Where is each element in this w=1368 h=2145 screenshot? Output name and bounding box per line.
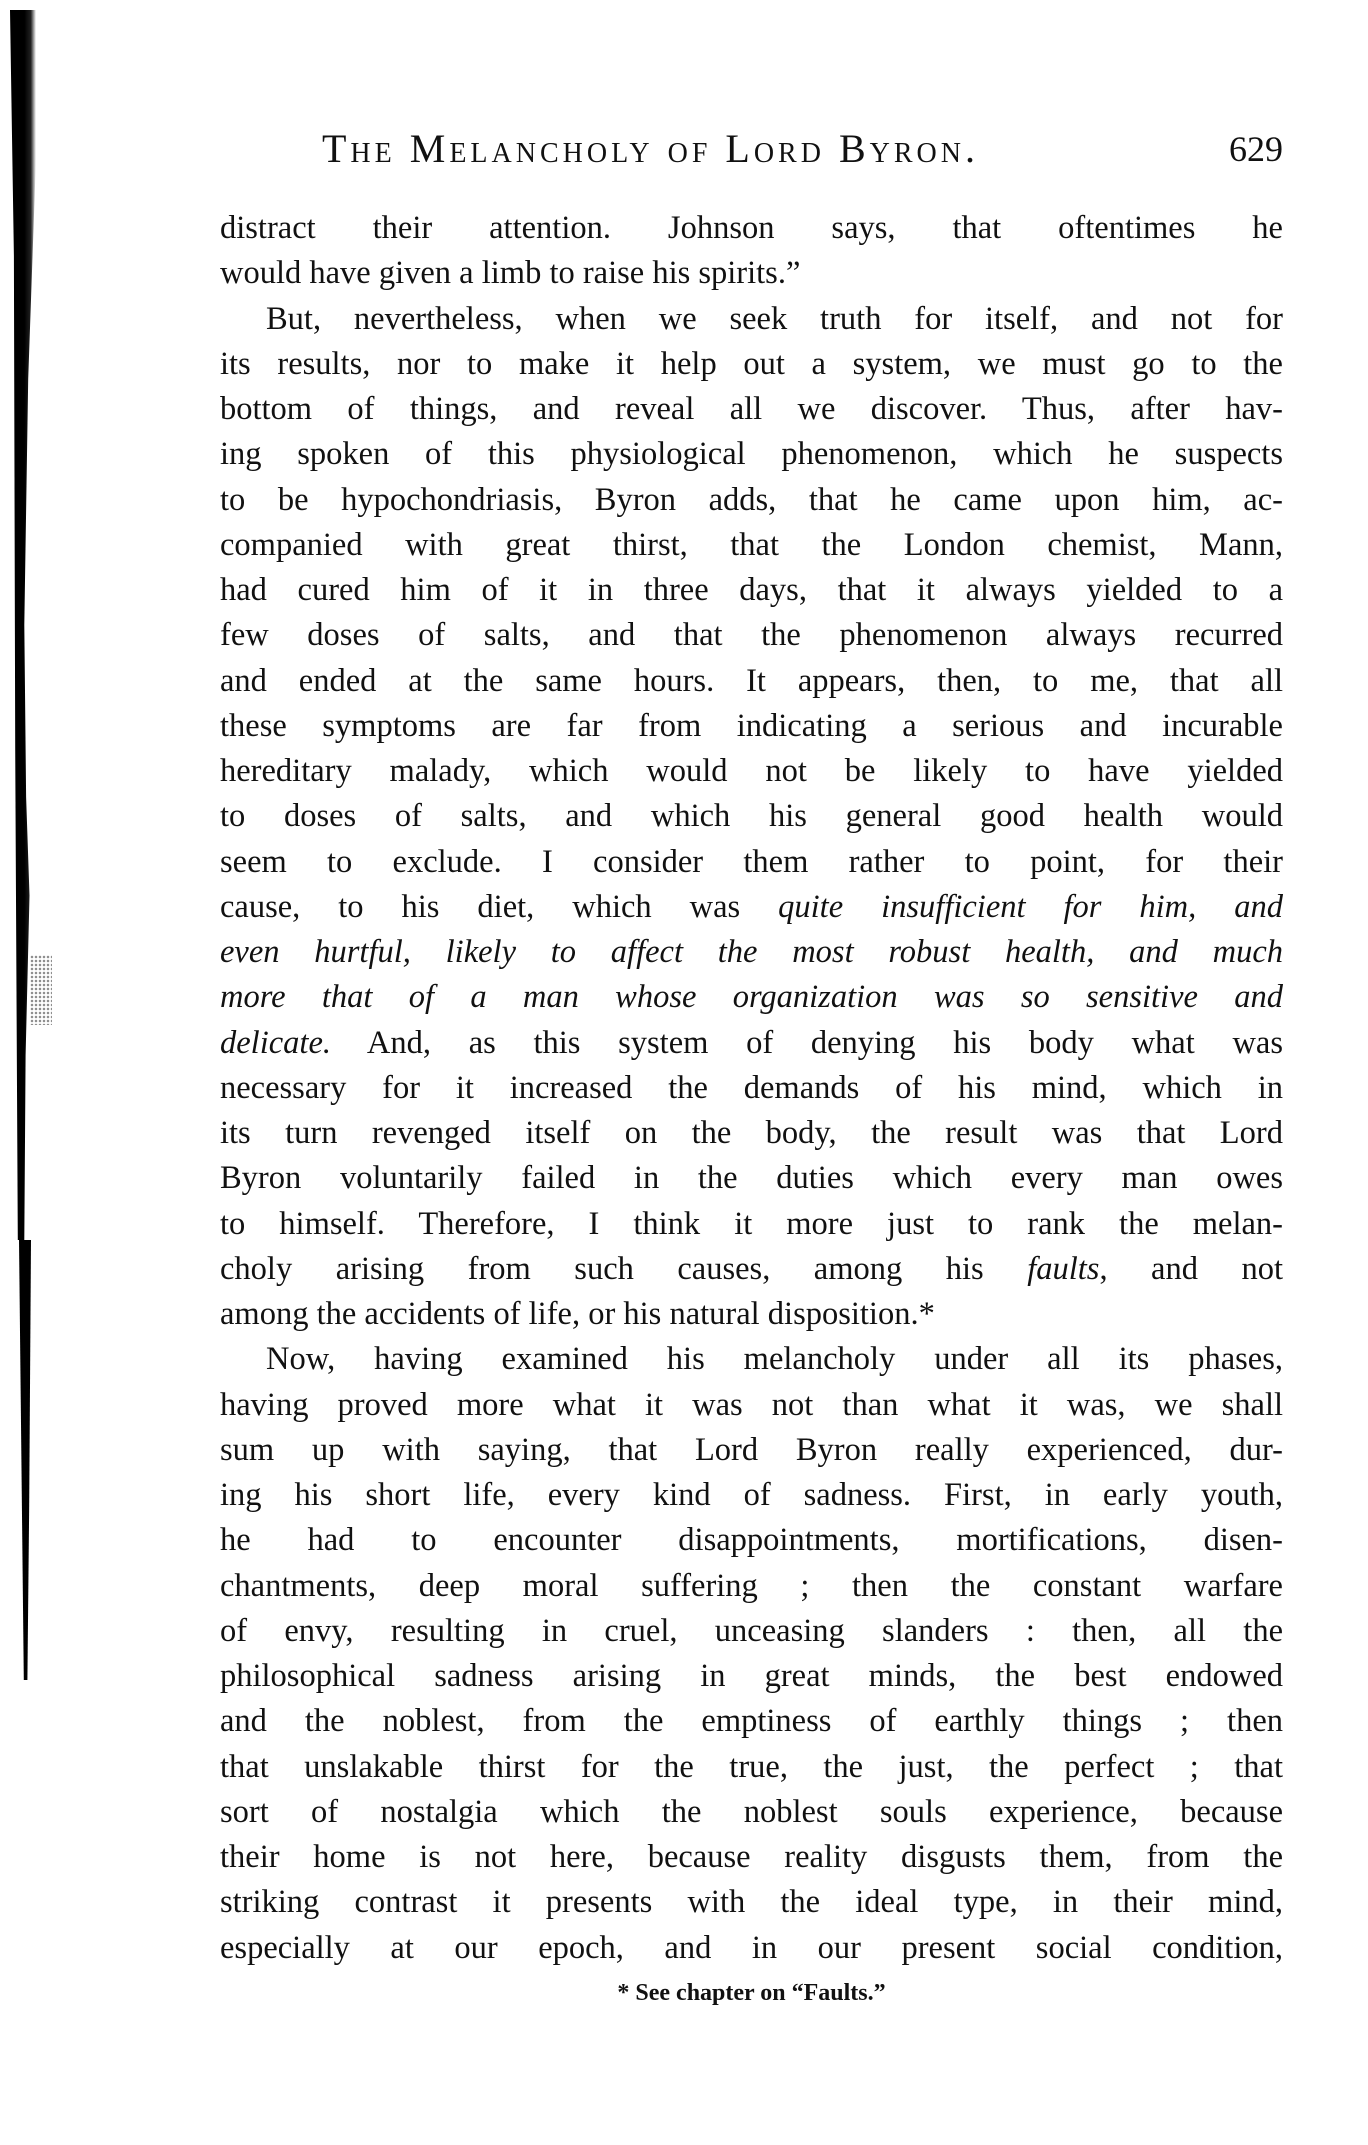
text-line: But, nevertheless, when we seek truth for itself, and not for <box>266 300 1283 337</box>
page-binding-shadow <box>10 10 36 1240</box>
text-line: philosophical sadness arising in great minds, the best endowed <box>220 1658 1283 1694</box>
text-line: seem to exclude. I consider them rather to point, for their <box>220 843 1283 880</box>
roman-text: cause, to his diet, which was <box>220 888 779 925</box>
text-line: Byron voluntarily failed in the duties which every man owes <box>220 1160 1283 1197</box>
italic-emphasis: faults <box>1027 1250 1100 1287</box>
text-line: of envy, resulting in cruel, unceasing slanders : then, all the <box>220 1612 1283 1649</box>
text-line: and the noblest, from the emptiness of earthly things ; then <box>220 1703 1283 1740</box>
text-line: sort of nostalgia which the noblest souls experience, because <box>220 1793 1283 1830</box>
paragraph-3 <box>220 1337 1283 1971</box>
text-line: having proved more what it was not than what it was, we shall <box>220 1386 1283 1423</box>
text-line: distract their attention. Johnson says, that oftentimes he <box>220 210 1283 246</box>
roman-text: , and not <box>1099 1250 1283 1287</box>
footnote: * See chapter on “Faults.” <box>617 1980 886 2006</box>
italic-emphasis: even hurtful, likely to affect the most robust health, and much <box>220 934 1283 970</box>
text-line: had cured him of it in three days, that it always yielded to a <box>220 572 1283 608</box>
text-line: and ended at the same hours. It appears, then, to me, that all <box>220 662 1283 699</box>
text-line: that unslakable thirst for the true, the just, the perfect ; that <box>220 1748 1283 1785</box>
page-binding-shadow-lower <box>19 1240 31 1680</box>
text-line: bottom of things, and reveal all we discover. Thus, after hav- <box>220 391 1283 427</box>
text-line: especially at our epoch, and in our present social condition, <box>220 1929 1283 1966</box>
running-head <box>322 124 1283 174</box>
text-line <box>220 930 1283 975</box>
text-line: among the accidents of life, or his natural disposition.* <box>220 1296 935 1332</box>
text-line <box>220 885 1283 930</box>
text-line: their home is not here, because reality disgusts them, from the <box>220 1839 1283 1875</box>
text-line <box>220 1247 1283 1292</box>
italic-emphasis: more that of a man whose organization was so sensitive and <box>220 979 1283 1016</box>
text-line: its turn revenged itself on the body, the result was that Lord <box>220 1115 1283 1151</box>
paragraph-2 <box>220 297 1283 1338</box>
scan-speckle <box>30 955 52 1025</box>
text-line: ing his short life, every kind of sadness. First, in early youth, <box>220 1477 1283 1513</box>
italic-emphasis: quite insufficient for him, and <box>778 888 1283 925</box>
text-line: these symptoms are far from indicating a serious and incurable <box>220 707 1283 744</box>
roman-text: And, as this system of denying his body what was <box>331 1024 1283 1061</box>
page-number: 629 <box>1229 129 1283 169</box>
paragraph-1 <box>220 206 1283 297</box>
body-text <box>220 206 1283 1971</box>
text-line: would have given a limb to raise his spirits.” <box>220 255 801 292</box>
text-line: to himself. Therefore, I think it more just to rank the melan- <box>220 1205 1283 1242</box>
running-head-title: The Melancholy of Lord Byron. <box>322 126 979 171</box>
text-line: necessary for it increased the demands of his mind, which in <box>220 1069 1283 1106</box>
text-line: he had to encounter disappointments, mortifications, disen- <box>220 1522 1283 1559</box>
text-line: its results, nor to make it help out a system, we must go to the <box>220 345 1283 382</box>
text-line: ing spoken of this physiological phenomenon, which he suspects <box>220 436 1283 473</box>
text-line <box>220 1021 1283 1066</box>
text-line: striking contrast it presents with the ideal type, in their mind, <box>220 1884 1283 1921</box>
text-line: few doses of salts, and that the phenomenon always recurred <box>220 617 1283 654</box>
text-line: companied with great thirst, that the London chemist, Mann, <box>220 526 1283 563</box>
text-line <box>220 975 1283 1020</box>
text-line: to doses of salts, and which his general good health would <box>220 798 1283 835</box>
text-line: hereditary malady, which would not be likely to have yielded <box>220 753 1283 789</box>
text-line: chantments, deep moral suffering ; then the constant warfare <box>220 1567 1283 1604</box>
text-line: to be hypochondriasis, Byron adds, that he came upon him, ac- <box>220 481 1283 518</box>
roman-text: choly arising from such causes, among his <box>220 1250 1028 1287</box>
italic-emphasis: delicate. <box>220 1024 331 1061</box>
text-line: Now, having examined his melancholy under all its phases, <box>266 1341 1283 1378</box>
text-line: sum up with saying, that Lord Byron really experienced, dur- <box>220 1431 1283 1468</box>
